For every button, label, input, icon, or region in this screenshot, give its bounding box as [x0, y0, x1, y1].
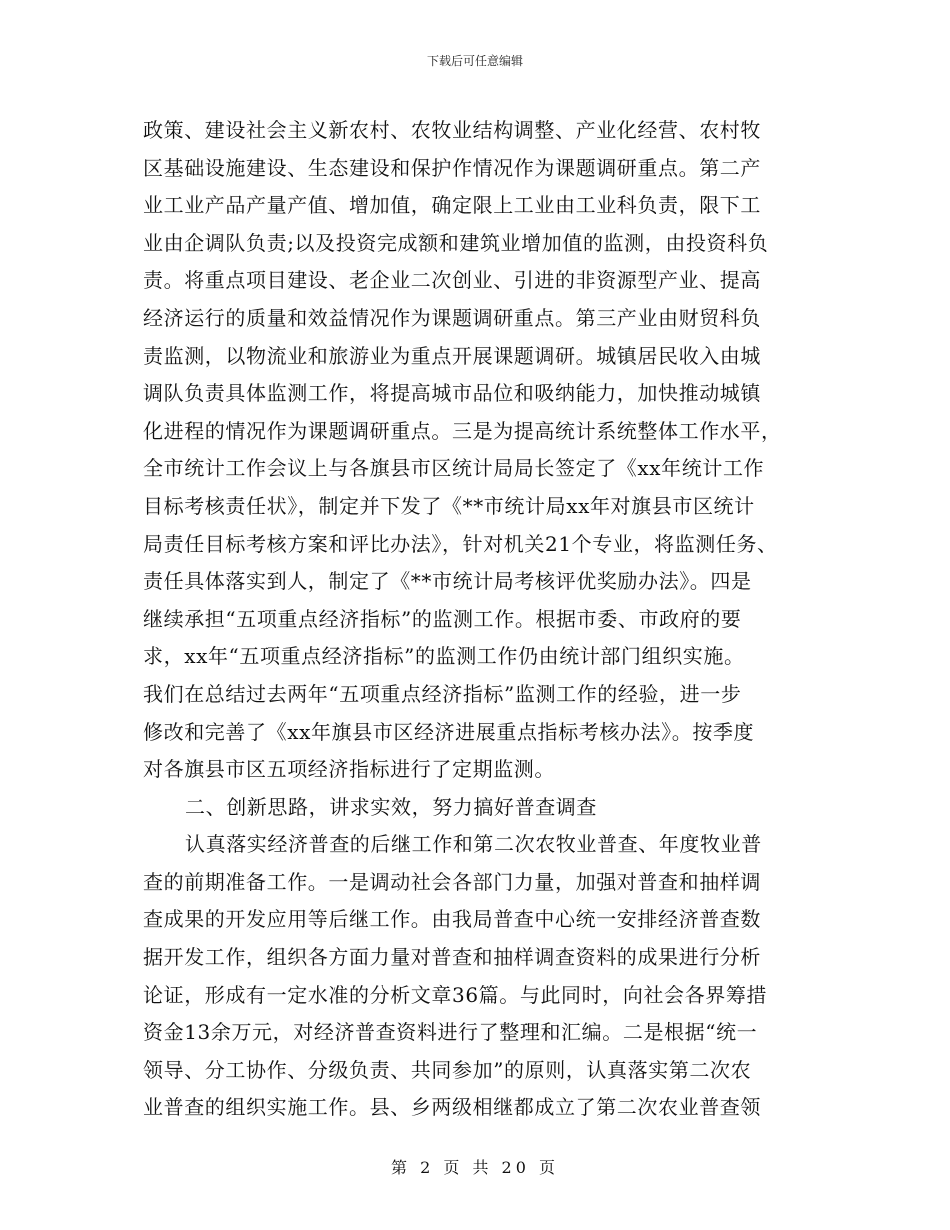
paragraph-first-line: 认真落实经济普查的后继工作和第二次农牧业普查、年度牧业普 [185, 832, 762, 857]
text-line: 局责任目标考核方案和评比办法》，针对机关21个专业，将监测任务、 [143, 531, 778, 556]
text-line: 据开发工作，组织各方面力量对普查和抽样调查资料的成果进行分析 [143, 945, 761, 970]
text-line: 全市统计工作会议上与各旗县市区统计局局长签定了《xx年统计工作 [143, 456, 765, 481]
document-body [143, 112, 823, 1127]
text-line: 查的前期准备工作。一是调动社会各部门力量，加强对普查和抽样调 [143, 869, 761, 894]
text-line: 责任具体落实到人，制定了《**市统计局考核评优奖励办法》。四是 [143, 569, 752, 594]
text-line: 区基础设施建设、生态建设和保护作情况作为课题调研重点。第二产 [143, 155, 761, 180]
text-line: 业工业产品产量产值、增加值，确定限上工业由工业科负责，限下工 [143, 193, 761, 218]
text-line: 责监测，以物流业和旅游业为重点开展课题调研。城镇居民收入由城 [143, 343, 761, 368]
text-line: 政策、建设社会主义新农村、农牧业结构调整、产业化经营、农村牧 [143, 118, 761, 142]
text-line: 对各旗县市区五项经济指标进行了定期监测。 [143, 757, 555, 782]
text-line: 业由企调队负责;以及投资完成额和建筑业增加值的监测，由投资科负 [143, 230, 769, 255]
text-line: 论证，形成有一定水准的分析文章36篇。与此同时，向社会各界筹措 [143, 982, 768, 1007]
text-line: 责。将重点项目建设、老企业二次创业、引进的非资源型产业、提高 [143, 268, 761, 293]
text-line: 求，xx年“五项重点经济指标”的监测工作仍由统计部门组织实施。 [143, 644, 745, 669]
text-line: 调队负责具体监测工作，将提高城市品位和吸纳能力，加快推动城镇 [143, 381, 761, 406]
text-line: 查成果的开发应用等后继工作。由我局普查中心统一安排经济普查数 [143, 907, 761, 932]
text-line: 修改和完善了《xx年旗县市区经济进展重点指标考核办法》。按季度 [143, 719, 755, 744]
text-line: 目标考核责任状》，制定并下发了《**市统计局xx年对旗县市区统计 [143, 493, 755, 518]
text-line: 我们在总结过去两年“五项重点经济指标”监测工作的经验，进一步 [143, 681, 742, 706]
text-line: 资金13余万元，对经济普查资料进行了整理和汇编。二是根据“统一 [143, 1020, 758, 1045]
text-line: 经济运行的质量和效益情况作为课题调研重点。第三产业由财贸科负 [143, 305, 761, 330]
text-line: 业普查的组织实施工作。县、乡两级相继都成立了第二次农业普查领 [143, 1095, 761, 1120]
text-line: 领导、分工协作、分级负责、共同参加”的原则，认真落实第二次农 [143, 1057, 752, 1082]
section-heading: 二、创新思路，讲求实效，努力搞好普查调查 [185, 794, 597, 819]
text-line: 化进程的情况作为课题调研重点。三是为提高统计系统整体工作水平， [143, 418, 782, 443]
page-number-footer: 第 2 页 共 20 页 [391, 1158, 559, 1177]
page-header-note: 下载后可任意编辑 [426, 54, 523, 68]
text-line: 继续承担“五项重点经济指标”的监测工作。根据市委、市政府的要 [143, 606, 742, 631]
